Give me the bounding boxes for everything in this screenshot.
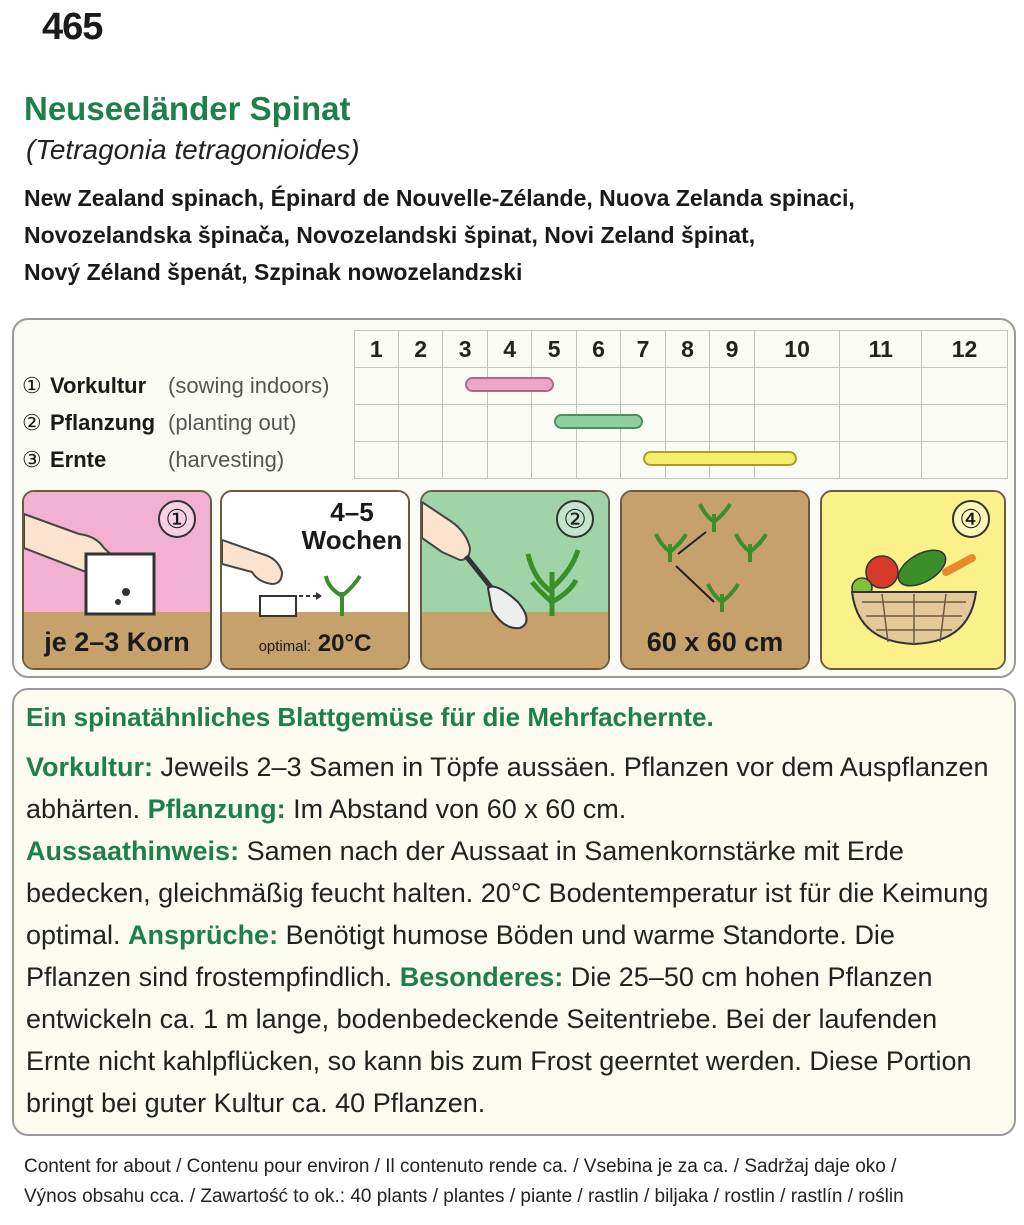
names-line: Nový Zéland špenát, Szpinak nowozelandzski xyxy=(24,259,523,285)
label-aussaathinweis: Aussaathinweis: xyxy=(26,836,240,866)
step-number: ① xyxy=(22,373,42,398)
month-9: 9 xyxy=(710,331,754,368)
label-ansprueche: Ansprüche: xyxy=(128,920,279,950)
row-label-de: Ernte xyxy=(50,447,107,472)
sowing-calendar xyxy=(12,318,1016,678)
label-besonderes: Besonderes: xyxy=(399,962,564,992)
calendar-bar-ernte xyxy=(643,451,797,466)
latin-name: (Tetragonia tetragonioides) xyxy=(26,134,360,165)
step-number: ③ xyxy=(22,447,42,472)
text-vorkultur: Jeweils 2–3 Samen in Töpfe aussäen. Pflanzen vor dem Auspflanzen abhärten. xyxy=(26,752,989,824)
calendar-bar-vorkultur xyxy=(465,377,554,392)
calendar-bar-pflanzung xyxy=(554,414,643,429)
month-10: 10 xyxy=(754,331,840,368)
sowing-caption: je 2–3 Korn xyxy=(44,627,190,657)
month-6: 6 xyxy=(576,331,620,368)
month-3: 3 xyxy=(443,331,487,368)
step-panel-planting xyxy=(420,490,610,670)
translated-names xyxy=(24,180,1004,291)
content-line: Content for about / Contenu pour environ / Il contenuto rende ca. / Vsebina je za ca. / Sadržaj daje oko / xyxy=(24,1156,897,1177)
content-info xyxy=(24,1152,1014,1212)
content-line: Výnos obsahu cca. / Zawartość to ok.: 40 plants / plantes / piante / rastlin / biljaka / rostlin / rastlín / roślin xyxy=(24,1186,904,1207)
month-1: 1 xyxy=(354,331,398,368)
description-headline: Ein spinatähnliches Blattgemüse für die Mehrfachernte. xyxy=(26,702,714,732)
text-pflanzung: Im Abstand von 60 x 60 cm. xyxy=(285,794,627,824)
text-aussaathinweis: Samen nach der Aussaat in Samenkornstärke mit Erde bedecken, gleichmäßig feucht halten. 20°C Bodentemperatur ist für die Keimung optimal. xyxy=(26,836,989,950)
row-label xyxy=(22,405,354,442)
step-panel-spacing xyxy=(620,490,810,670)
names-line: New Zealand spinach, Épinard de Nouvelle-Zélande, Nuova Zelanda spinaci, xyxy=(24,185,855,211)
text-ansprueche: Benötigt humose Böden und warme Standorte. Die Pflanzen sind frostempfindlich. xyxy=(26,920,895,992)
calendar-header-row xyxy=(22,331,1008,368)
spacing-caption: 60 x 60 cm xyxy=(646,627,784,657)
product-title: Neuseeländer Spinat xyxy=(24,90,351,127)
step-panel-germination xyxy=(220,490,410,670)
row-label xyxy=(22,442,354,479)
calendar-table xyxy=(22,330,1008,479)
month-4: 4 xyxy=(487,331,531,368)
row-label-de: Vorkultur xyxy=(50,373,147,398)
product-code: 465 xyxy=(42,6,103,48)
row-label xyxy=(22,368,354,405)
row-label-en: (harvesting) xyxy=(168,447,285,472)
description-body xyxy=(26,746,1006,1124)
step-badge: ④ xyxy=(952,500,990,538)
label-pflanzung: Pflanzung: xyxy=(147,794,286,824)
label-vorkultur: Vorkultur: xyxy=(26,752,153,782)
step-badge: ① xyxy=(158,500,196,538)
month-5: 5 xyxy=(532,331,576,368)
calendar-row-harvest xyxy=(22,442,1008,479)
row-label-de: Pflanzung xyxy=(50,410,156,435)
month-12: 12 xyxy=(922,331,1008,368)
month-2: 2 xyxy=(398,331,442,368)
step-panel-harvest xyxy=(820,490,1006,670)
names-line: Novozelandska špinača, Novozelandski špinat, Novi Zeland špinat, xyxy=(24,222,756,248)
row-label-en: (sowing indoors) xyxy=(168,373,330,398)
description-box xyxy=(12,688,1016,1136)
step-panel-sowing xyxy=(22,490,212,670)
text-besonderes: Die 25–50 cm hohen Pflanzen entwickeln ca. 1 m lange, bodenbedeckende Seitentriebe. Bei der laufenden Ernte nicht kahlpflücken, so kann bis zum Frost geerntet werden. Diese Portion bringt bei guter Kultur ca. 40 Pflanzen. xyxy=(26,962,972,1118)
month-7: 7 xyxy=(621,331,665,368)
optimal-temperature: optimal: 20°C xyxy=(258,630,372,657)
month-11: 11 xyxy=(840,331,922,368)
row-label-en: (planting out) xyxy=(168,410,297,435)
calendar-row-planting xyxy=(22,405,1008,442)
month-8: 8 xyxy=(665,331,709,368)
step-number: ② xyxy=(22,410,42,435)
germination-time: 4–5 Wochen xyxy=(301,497,403,555)
step-badge: ② xyxy=(556,500,594,538)
